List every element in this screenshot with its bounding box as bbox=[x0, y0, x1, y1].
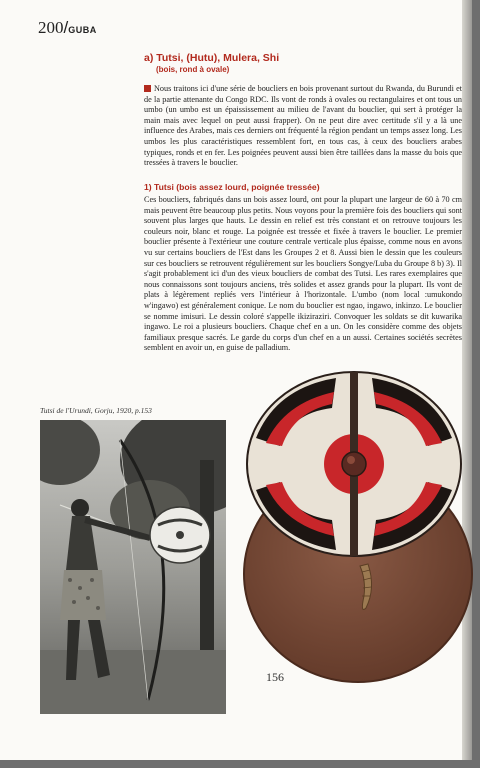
historic-photo bbox=[40, 420, 226, 714]
body-paragraph: Ces boucliers, fabriqués dans un bois assez lourd, ont pour la plupart une largeur de 60 à 70 cm mais peuvent être beaucoup plus petits. Nous voyons pour la première fois des boucliers qui sont souvent plus larges que hauts. Le dessin en relief est très constant et on retrouve toujours les couleurs noir, blanc et rouge. La poignée est tressée et fixée à travers le bouclier. Le premier bouclier présente à l'extérieur une couture centrale verticale plus épaisse, comme nous en avons vu sur certains boucliers de l'Est dans les Groupes 2 et 8. Aussi bien le dessin que les couleurs sur ces boucliers se retrouvent régulièrement sur les boucliers Songye/Luba du Groupe 8 b) 3). Il s'agit probablement ici d'un des vieux boucliers de combat des Tutsi. Les rares exemplaires que nous connaissons sont toujours anciens, très solides et assez grands pour la plupart. Ils vont de plats à légèrement repliés vers l'intérieur à l'horizontale. L'umbo (nom local :umukondo w'ingawo) est généralement conique. Le nom du bouclier est ngao, ingawo, inkinzo. Le bouclier se nomme imisuri. Le dessin coloré s'appelle ikiziraziri. Convoquer les soldats se dit kuwarika ingawo. Le roi a plusieurs boucliers. Chaque chef en a un. On les considère comme des objets familiaux presque sacrés. Le garde du corps d'un chef en a un aussi. Certaines sociétés secrètes semblent en avoir un, en guise de palladium. bbox=[144, 195, 462, 353]
header-slash: / bbox=[63, 18, 69, 37]
intro-paragraph bbox=[144, 84, 462, 169]
subheading: 1) Tutsi (bois assez lourd, poignée tressée) bbox=[144, 182, 320, 192]
page-number: 156 bbox=[266, 670, 284, 684]
shield-illustration bbox=[236, 368, 476, 690]
section-subtitle: (bois, rond à ovale) bbox=[156, 65, 230, 74]
header-chapter-title: GUBA bbox=[68, 25, 97, 35]
red-square-bullet-icon bbox=[144, 85, 151, 92]
intro-paragraph-text: Nous traitons ici d'une série de boucliers en bois provenant surtout du Rwanda, du Burundi et de la partie attenante du Congo RDC. Ils vont de ronds à ovales ou rectangulaires et ont tous un umbo (un umbo est un épaississement au milieu de l'avant du bouclier, qui sert à protéger la main mais avec lequel on peut aussi frapper). On ne peut dire avec certitude s'il y a là une influence des Arabes, mais ces derniers ont fréquenté la région pendant un temps assez long. Les umbos les plus caractéristiques ressemblent fort, en tous cas, à ceux des boucliers arabes typiques, ronds et en fer. Les poignées peuvent aussi bien être taillées dans la masse du bois que tressées à travers le bouclier. bbox=[144, 84, 462, 168]
photo-caption: Tutsi de l'Urundi, Gorju, 1920, p.153 bbox=[40, 406, 152, 415]
section-title: a) Tutsi, (Hutu), Mulera, Shi bbox=[144, 52, 280, 64]
header-page-number: 200 bbox=[38, 18, 64, 37]
running-header bbox=[38, 18, 97, 38]
